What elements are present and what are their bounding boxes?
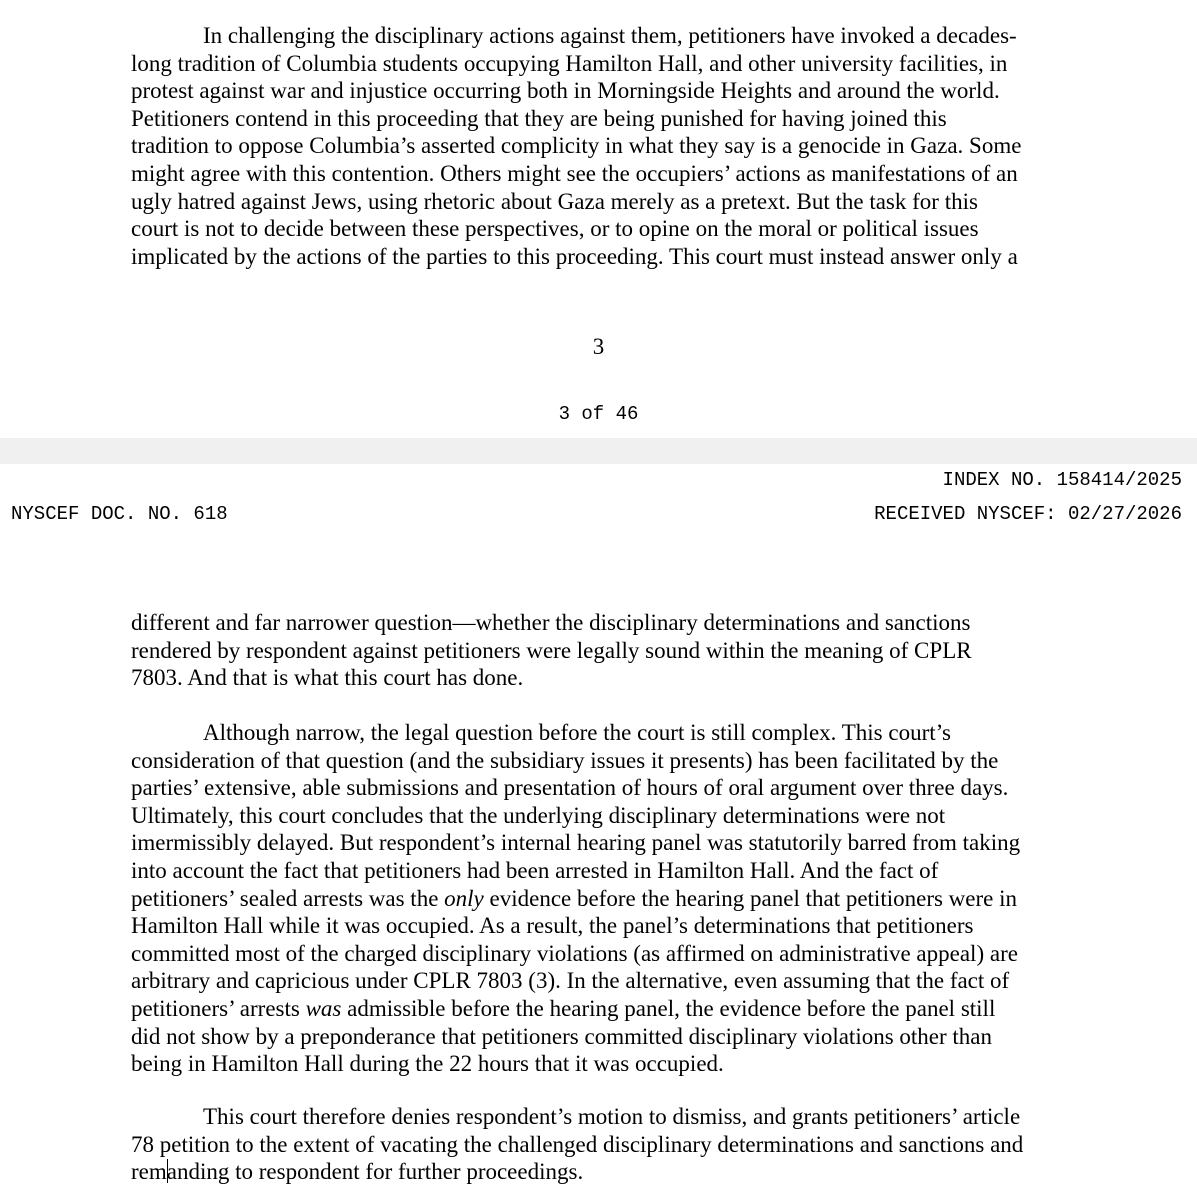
page-number: 3 <box>592 334 605 359</box>
text-line: 78 petition to the extent of vacating the challenged disciplinary determinations and sanctions and <box>131 1131 1024 1157</box>
text-line: Hamilton Hall while it was occupied. As a result, the panel’s determinations that petitioners <box>131 913 974 939</box>
text-line: being in Hamilton Hall during the 22 hours that it was occupied. <box>131 1051 724 1077</box>
text-line <box>131 1158 1067 1186</box>
text-line: ugly hatred against Jews, using rhetoric about Gaza merely as a pretext. But the task for this <box>131 188 978 214</box>
text-line: Although narrow, the legal question before the court is still complex. This court’s <box>203 720 951 745</box>
text-line <box>131 995 1067 1023</box>
text-line: rendered by respondent against petitioners were legally sound within the meaning of CPLR <box>131 637 972 663</box>
text-segment: rem <box>131 1159 167 1185</box>
text-line: In challenging the disciplinary actions against them, petitioners have invoked a decades- <box>203 23 1017 48</box>
text-line: protest against war and injustice occurring both in Morningside Heights and around the world. <box>131 78 1000 104</box>
text-segment: evidence before the hearing panel that petitioners were in <box>483 885 1017 911</box>
text-line: did not show by a preponderance that petitioners committed disciplinary violations other than <box>131 1023 993 1049</box>
page-separator <box>0 438 1197 464</box>
text-segment: anding to respondent for further proceedings. <box>166 1159 584 1185</box>
document-page-4 <box>0 464 1197 1200</box>
paragraph-tradition <box>131 22 1067 270</box>
paragraph-disposition <box>131 1103 1067 1186</box>
text-line: into account the fact that petitioners had been arrested in Hamilton Hall. And the fact of <box>131 857 939 883</box>
text-line: court is not to decide between these perspectives, or to opine on the moral or political issues <box>131 216 979 242</box>
received-date: RECEIVED NYSCEF: 02/27/2026 <box>874 503 1182 525</box>
text-line: might agree with this contention. Others might see the occupiers’ actions as manifestations of an <box>131 160 1018 186</box>
text-line: Ultimately, this court concludes that the underlying disciplinary determinations were not <box>131 802 946 828</box>
index-number: INDEX NO. 158414/2025 <box>942 469 1182 491</box>
text-line: parties’ extensive, able submissions and presentation of hours of oral argument over three days. <box>131 775 1009 801</box>
page-count-footer: 3 of 46 <box>558 403 639 425</box>
text-line: arbitrary and capricious under CPLR 7803 (3). In the alternative, even assuming that the fact of <box>131 968 1010 994</box>
text-line: Petitioners contend in this proceeding that they are being punished for having joined this <box>131 105 947 131</box>
text-line: implicated by the actions of the parties to this proceeding. This court must instead answer only a <box>131 243 1018 269</box>
text-line: consideration of that question (and the subsidiary issues it presents) has been facilitated by the <box>131 747 999 773</box>
paragraph-conclusion <box>131 719 1067 1078</box>
text-line: committed most of the charged disciplinary violations (as affirmed on administrative appeal) are <box>131 940 1018 966</box>
text-line: tradition to oppose Columbia’s asserted complicity in what they say is a genocide in Gaza. Some <box>131 133 1022 159</box>
text-segment: petitioners’ arrests <box>131 995 306 1021</box>
text-line: different and far narrower question—whether the disciplinary determinations and sanctions <box>131 610 971 635</box>
emphasis-text: only <box>444 885 484 911</box>
text-segment: admissible before the hearing panel, the evidence before the panel still <box>341 995 996 1021</box>
document-page-3 <box>0 0 1197 438</box>
text-line: imermissibly delayed. But respondent’s internal hearing panel was statutorily barred from taking <box>131 830 1021 856</box>
nyscef-doc-number: NYSCEF DOC. NO. 618 <box>11 503 228 525</box>
paragraph-narrow-question <box>131 609 1067 692</box>
text-segment: petitioners’ sealed arrests was the <box>131 885 445 911</box>
emphasis-text: was <box>305 995 342 1021</box>
text-line: 7803. And that is what this court has done. <box>131 665 524 691</box>
text-line: This court therefore denies respondent’s motion to dismiss, and grants petitioners’ article <box>203 1104 1021 1129</box>
text-line: long tradition of Columbia students occupying Hamilton Hall, and other university facilities, in <box>131 50 1008 76</box>
text-line <box>131 885 1067 913</box>
